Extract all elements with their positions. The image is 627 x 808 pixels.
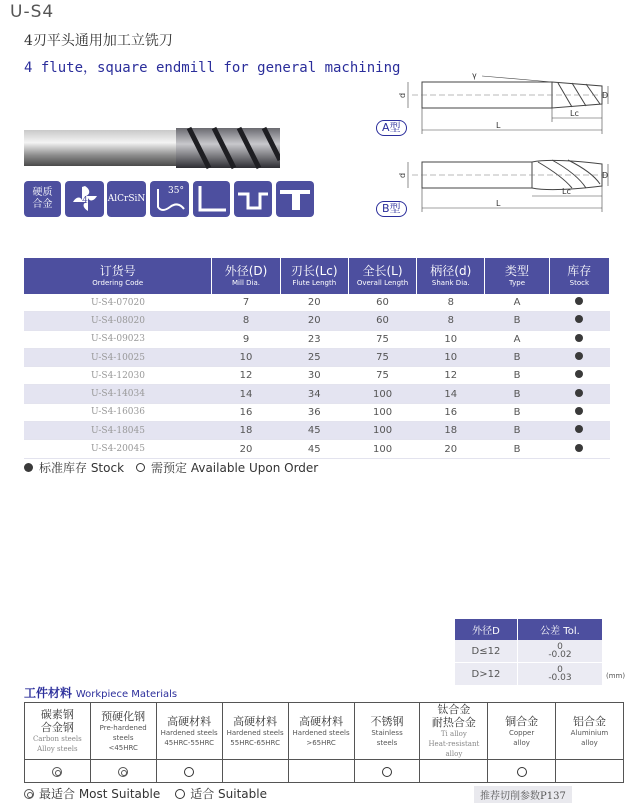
ordering-code-cell: U-S4-18045 — [24, 422, 212, 440]
suitability-cell — [555, 760, 623, 783]
svg-text:D: D — [602, 91, 609, 100]
ordering-code-cell: U-S4-10025 — [24, 348, 212, 366]
material-column-header: 高硬材料 Hardened steels 45HRC-55HRC — [156, 703, 222, 760]
type-a-drawing — [372, 68, 612, 148]
stock-cell — [549, 330, 609, 348]
stock-cell — [549, 348, 609, 366]
stock-cell — [549, 422, 609, 440]
tolerance-unit: (mm) — [606, 672, 626, 680]
suitability-cell — [488, 760, 556, 783]
stock-legend — [24, 459, 318, 476]
svg-text:d: d — [398, 92, 407, 98]
table-row — [24, 312, 610, 330]
carbide-material-icon: 硬质 合金 — [24, 181, 61, 217]
tol-range: D≤12 — [455, 640, 517, 663]
table-row — [455, 640, 603, 663]
column-header: 全长(L) Overall Length — [348, 258, 416, 294]
four-flute-icon — [65, 181, 104, 217]
suitability-cell — [222, 760, 288, 783]
table-cell: B — [485, 312, 549, 330]
material-column-header: 钛合金 耐热合金 Ti alloy Heat-resistant alloy — [420, 703, 488, 760]
ordering-table-header — [24, 258, 610, 294]
suitability-legend — [24, 785, 267, 802]
stock-cell — [549, 312, 609, 330]
ordering-code-cell: U-S4-08020 — [24, 312, 212, 330]
svg-text:γ: γ — [472, 71, 477, 80]
table-cell: 30 — [280, 367, 348, 385]
table-cell: B — [485, 440, 549, 458]
table-cell: 7 — [212, 294, 280, 312]
table-cell: 20 — [417, 440, 485, 458]
suitable-icon — [517, 767, 527, 777]
most-suitable-icon — [24, 789, 34, 799]
table-row — [24, 403, 610, 421]
table-row — [24, 422, 610, 440]
table-cell: 45 — [280, 440, 348, 458]
most-suitable-icon — [118, 767, 128, 777]
column-header: 刃长(Lc) Flute Length — [280, 258, 348, 294]
table-cell: 8 — [212, 312, 280, 330]
ordering-code-cell: U-S4-07020 — [24, 294, 212, 312]
table-cell: 60 — [348, 312, 416, 330]
table-cell: 23 — [280, 330, 348, 348]
stock-dot-icon — [575, 334, 583, 342]
type-a-label: A型 — [376, 120, 407, 136]
suitability-cell — [156, 760, 222, 783]
most-suitable-label: 最适合 Most Suitable — [39, 787, 161, 801]
suitability-cell — [420, 760, 488, 783]
workpiece-title: 工件材料 Workpiece Materials — [24, 686, 178, 700]
table-cell: 75 — [348, 330, 416, 348]
table-cell: 36 — [280, 403, 348, 421]
stock-dot-icon — [575, 297, 583, 305]
table-cell: 25 — [280, 348, 348, 366]
svg-text:Lc: Lc — [570, 109, 579, 118]
table-row — [24, 348, 610, 366]
table-row — [25, 760, 624, 783]
side-milling-icon — [276, 181, 314, 217]
stock-dot-icon — [575, 370, 583, 378]
svg-text:Lc: Lc — [562, 187, 571, 196]
table-row — [24, 330, 610, 348]
table-cell: 18 — [212, 422, 280, 440]
material-column-header: 碳素钢 合金钢 Carbon steels Alloy steels — [25, 703, 91, 760]
table-cell: 20 — [280, 312, 348, 330]
svg-text:4: 4 — [81, 196, 88, 206]
table-cell: 60 — [348, 294, 416, 312]
table-cell: 34 — [280, 385, 348, 403]
tol-value: 0 -0.03 — [517, 663, 602, 686]
column-header: 库存 Stock — [549, 258, 609, 294]
table-cell: 100 — [348, 385, 416, 403]
most-suitable-icon — [52, 767, 62, 777]
material-column-header: 不锈钢 Stainless steels — [354, 703, 420, 760]
table-cell: 12 — [417, 367, 485, 385]
table-cell: 8 — [417, 312, 485, 330]
stock-dot-icon — [575, 315, 583, 323]
stock-legend-label: 标准库存 Stock — [39, 461, 125, 475]
table-cell: 45 — [280, 422, 348, 440]
tol-header-diameter: 外径D — [455, 619, 517, 640]
table-cell: 20 — [280, 294, 348, 312]
table-cell: 12 — [212, 367, 280, 385]
svg-text:35°: 35° — [167, 186, 184, 196]
suitable-label: 适合 Suitable — [190, 787, 267, 801]
svg-text:d: d — [398, 172, 407, 178]
table-cell: 10 — [417, 348, 485, 366]
stock-dot-icon — [575, 389, 583, 397]
svg-text:D: D — [602, 171, 609, 180]
product-code: U-S4 — [10, 2, 55, 22]
table-cell: 75 — [348, 367, 416, 385]
material-column-header: 铝合金 Aluminium alloy — [555, 703, 623, 760]
column-header: 外径(D) Mill Dia. — [212, 258, 280, 294]
stock-dot-icon — [24, 463, 33, 472]
ordering-code-cell: U-S4-09023 — [24, 330, 212, 348]
column-header: 柄径(d) Shank Dia. — [417, 258, 485, 294]
table-cell: 9 — [212, 330, 280, 348]
table-row — [455, 663, 603, 686]
table-cell: A — [485, 294, 549, 312]
suitable-icon — [382, 767, 392, 777]
cutting-parameter-reference: 推荐切削参数P137 — [474, 786, 572, 803]
table-cell: A — [485, 330, 549, 348]
stock-cell — [549, 367, 609, 385]
table-cell: 14 — [212, 385, 280, 403]
ordering-code-cell: U-S4-12030 — [24, 367, 212, 385]
svg-text:L: L — [496, 199, 501, 208]
table-cell: 100 — [348, 440, 416, 458]
table-cell: 10 — [417, 330, 485, 348]
suitable-icon — [175, 789, 185, 799]
ordering-code-cell: U-S4-20045 — [24, 440, 212, 458]
column-header: 订货号 Ordering Code — [24, 258, 212, 294]
stock-dot-icon — [575, 407, 583, 415]
stock-cell — [549, 294, 609, 312]
tol-range: D>12 — [455, 663, 517, 686]
table-cell: 14 — [417, 385, 485, 403]
table-row — [24, 440, 610, 458]
material-column-header: 铜合金 Copper alloy — [488, 703, 556, 760]
suitability-cell — [90, 760, 156, 783]
suitability-cell — [25, 760, 91, 783]
table-cell: B — [485, 422, 549, 440]
order-legend-label: 需预定 Available Upon Order — [151, 461, 319, 475]
suitability-cell — [288, 760, 354, 783]
stock-cell — [549, 385, 609, 403]
table-row — [24, 367, 610, 385]
column-header: 类型 Type — [485, 258, 549, 294]
table-cell: B — [485, 367, 549, 385]
table-cell: 100 — [348, 403, 416, 421]
title-english: 4 flute，square endmill for general machining — [24, 60, 401, 76]
material-column-header: 预硬化钢 Pre-hardened steels <45HRC — [90, 703, 156, 760]
suitable-icon — [184, 767, 194, 777]
table-cell: B — [485, 403, 549, 421]
table-cell: B — [485, 385, 549, 403]
material-column-header: 高硬材料 Hardened steels 55HRC-65HRC — [222, 703, 288, 760]
material-column-header: 高硬材料 Hardened steels >65HRC — [288, 703, 354, 760]
ordering-table — [24, 258, 610, 459]
stock-dot-icon — [575, 352, 583, 360]
ordering-code-cell: U-S4-16036 — [24, 403, 212, 421]
stock-cell — [549, 440, 609, 458]
tol-value: 0 -0.02 — [517, 640, 602, 663]
table-row — [24, 294, 610, 312]
table-cell: 16 — [212, 403, 280, 421]
title-chinese: 4刃平头通用加工立铣刀 — [24, 33, 173, 49]
table-cell: 20 — [212, 440, 280, 458]
table-cell: 10 — [212, 348, 280, 366]
table-cell: 75 — [348, 348, 416, 366]
type-b-drawing — [372, 152, 612, 222]
suitability-cell — [354, 760, 420, 783]
table-cell: 18 — [417, 422, 485, 440]
helix-angle-icon — [150, 181, 189, 217]
table-cell: B — [485, 348, 549, 366]
order-circle-icon — [136, 463, 145, 472]
tolerance-table — [455, 619, 603, 686]
shoulder-milling-icon — [193, 181, 230, 217]
table-cell: 16 — [417, 403, 485, 421]
svg-text:L: L — [496, 121, 501, 130]
ordering-code-cell: U-S4-14034 — [24, 385, 212, 403]
endmill-photo — [24, 126, 280, 170]
coating-icon: AlCrSiN — [107, 181, 146, 217]
slotting-icon — [234, 181, 272, 217]
tol-header-tolerance: 公差 Tol. — [517, 619, 602, 640]
workpiece-table — [24, 702, 624, 783]
stock-dot-icon — [575, 425, 583, 433]
stock-dot-icon — [575, 444, 583, 452]
table-cell: 100 — [348, 422, 416, 440]
stock-cell — [549, 403, 609, 421]
table-cell: 8 — [417, 294, 485, 312]
type-b-label: B型 — [376, 201, 407, 217]
table-row — [24, 385, 610, 403]
